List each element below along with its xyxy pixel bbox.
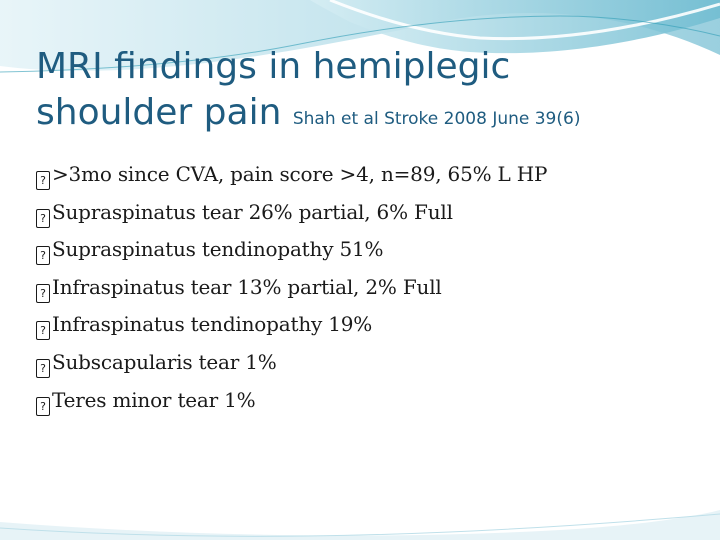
bullet-text: Subscapularis tear 1% — [52, 349, 277, 374]
bullet-item — [36, 156, 547, 194]
bullet-text: Supraspinatus tear 26% partial, 6% Full — [52, 199, 453, 224]
slide-title — [36, 44, 706, 142]
bullet-glyph-icon: ? — [36, 209, 50, 228]
bullet-text: >3mo since CVA, pain score >4, n=89, 65% L HP — [52, 162, 548, 186]
title-line-2: shoulder pain — [36, 92, 282, 133]
bullet-text: Teres minor tear 1% — [52, 387, 256, 412]
bullet-item — [36, 344, 547, 382]
bullet-item — [36, 382, 547, 420]
title-citation: Shah et al Stroke 2008 June 39(6) — [292, 109, 581, 129]
title-line-1: MRI findings in hemiplegic — [36, 46, 511, 87]
bullet-glyph-icon: ? — [36, 397, 50, 416]
bullet-glyph-icon: ? — [36, 359, 50, 378]
bullet-glyph-icon: ? — [36, 321, 50, 340]
bullet-glyph-icon: ? — [36, 284, 50, 303]
bullet-text: Supraspinatus tendinopathy 51% — [52, 237, 384, 262]
bullet-item — [36, 194, 547, 232]
bullet-item — [36, 231, 547, 269]
bullet-text: Infraspinatus tear 13% partial, 2% Full — [52, 274, 442, 299]
bullet-text: Infraspinatus tendinopathy 19% — [52, 312, 373, 337]
bullet-list — [36, 156, 547, 419]
bullet-glyph-icon: ? — [36, 171, 50, 190]
bullet-glyph-icon: ? — [36, 246, 50, 265]
bullet-item — [36, 269, 547, 307]
bullet-item — [36, 306, 547, 344]
